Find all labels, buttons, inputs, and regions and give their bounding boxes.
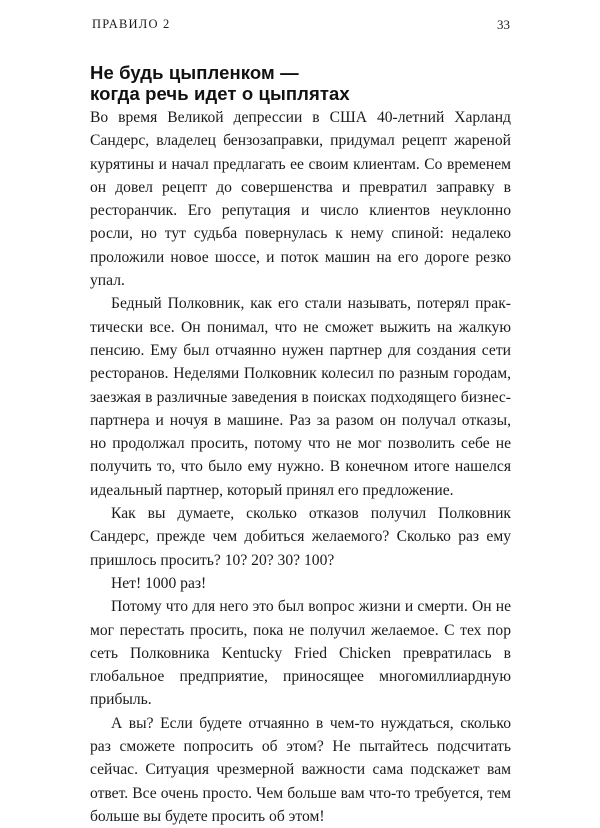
paragraph-2: Бедный Полковник, как его стали называть, потерял практически все. Он понимал, что не сможет выжить на жалкую пенсию. Ему был отчаянно нужен партнер для создания сети ресторанов. Неделями Полковник колесил по разным городам, заезжая в различные заведения в поисках подходящего бизнес-партнера и ночуя в машине. Раз за разом он получал отказы, но продолжал просить, потому что не мог позволить себе не получить то, что было ему нужно. В конечном итоге нашелся идеальный партнер, который принял его предложение.: [90, 295, 511, 499]
paragraph-1: Во время Великой депрессии в США 40-летний Харланд Сандерс, владелец бензозаправки, придумал рецепт жареной курятины и начал предлагать ее своим клиентам. Со временем он довел рецепт до совершенства и превратил заправку в ресторанчик. Его репутация и число клиентов неуклонно росли, но тут судьба повернулась к нему спиной: недалеко проложили новое шоссе, и поток машин на его дороге резко упал.: [90, 109, 511, 290]
page-number: 33: [497, 17, 510, 32]
body-text: [90, 106, 511, 828]
section-heading-line-1: Не будь цыпленком —: [90, 62, 299, 83]
chapter-label: ПРАВИЛО 2: [92, 17, 171, 31]
paragraph-6: А вы? Если будете отчаянно в чем-то нуждаться, сколько раз сможете попросить об этом? Не пытайтесь подсчитать сейчас. Ситуация чрезмерной важности сама подскажет вам ответ. Все очень просто. Чем больше вам что-то требуется, тем больше вы будете просить об этом!: [90, 714, 511, 825]
paragraph-3: Как вы думаете, сколько отказов получил Полковник Сандерс, прежде чем добиться желаемого? Сколько раз ему пришлось просить? 10? 20? 30? 100?: [90, 505, 511, 569]
paragraph-4: Нет! 1000 раз!: [111, 574, 207, 592]
section-heading: [90, 62, 511, 104]
page-content: [90, 62, 511, 828]
running-header: [92, 17, 510, 37]
paragraph-5: Потому что для него это был вопрос жизни и смерти. Он не мог перестать просить, пока не получил желаемое. С тех пор сеть Полковника Kentucky Fried Chicken превратилась в глобальное предприятие, приносящее многомиллиардную прибыль.: [90, 598, 511, 709]
section-heading-line-2: когда речь идет о цыплятах: [90, 83, 350, 104]
